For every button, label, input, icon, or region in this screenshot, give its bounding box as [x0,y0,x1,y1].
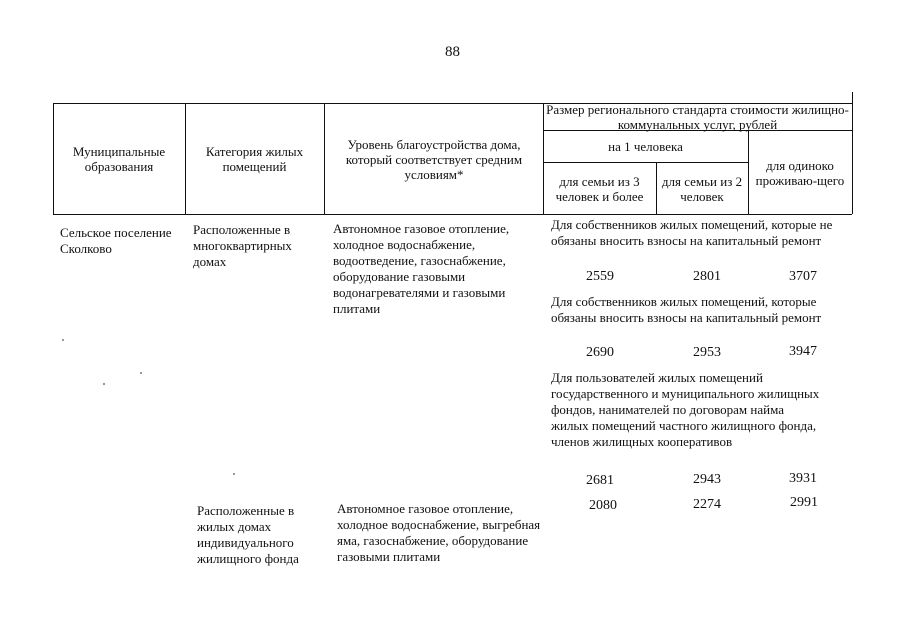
row1-group1-label: Для собственников жилых помещений, которые не обязаны вносить взносы на капитальный ремонт [551,217,833,248]
header-bottom-border [53,214,852,215]
header-family-3: для семьи из 3 человек и более [555,173,644,204]
scan-speck [140,372,142,374]
row1-group2-family3-value: 2690 [586,345,614,360]
row2-family3-value: 2080 [589,498,617,513]
row1-comfort-level: Автономное газовое отопление, холодное водоснабжение, водоотведение, газоснабжение, оборудование газовыми водонагревателями и газовыми плитами [333,221,510,316]
scan-speck [103,383,105,385]
row1-group2-single-value: 3947 [789,344,817,359]
header-per-person: на 1 человека [608,139,683,154]
row1-group3-family2-value: 2943 [693,472,721,487]
page-number: 88 [445,44,460,60]
row1-municipality: Сельское поселение Сколково [60,225,172,256]
row1-category: Расположенные в многоквартирных домах [193,222,292,269]
header-single: для одиноко проживаю-щего [755,157,845,188]
row1-group3-family3-value: 2681 [586,473,614,488]
row1-group1-family3-value: 2559 [586,269,614,284]
header-regional-standard: Размер регионального стандарта стоимости жилищно-коммунальных услуг, рублей [546,102,849,132]
header-comfort-level: Уровень благоустройства дома, который соответствует средним условиям* [345,136,523,182]
scan-speck [233,473,235,475]
row2-single-value: 2991 [790,495,818,510]
row2-family2-value: 2274 [693,497,721,512]
row1-group1-single-value: 3707 [789,269,817,284]
header-right-border [852,92,853,214]
row1-group2-label: Для собственников жилых помещений, которые обязаны вносить взносы на капитальный ремонт [551,294,822,325]
header-category: Категория жилых помещений [205,144,304,174]
header-family-2: для семьи из 2 человек [661,173,743,204]
row2-comfort-level: Автономное газовое отопление, холодное водоснабжение, выгребная яма, газоснабжение, оборудование газовыми плитами [337,501,541,564]
row1-group3-label: Для пользователей жилых помещений государственного и муниципального жилищных фондов, нанимателей по договорам найма жилых помещений частного жилищного фонда, членов жилищных кооперативов [551,370,820,449]
scan-speck [62,339,64,341]
row1-group3-single-value: 3931 [789,471,817,486]
header-divider-5 [748,130,749,214]
row1-group2-family2-value: 2953 [693,345,721,360]
header-divider-2 [324,103,325,214]
header-municipality: Муниципальные образования [72,144,166,174]
row2-category: Расположенные в жилых домах индивидуального жилищного фонда [197,503,299,566]
row1-group1-family2-value: 2801 [693,269,721,284]
